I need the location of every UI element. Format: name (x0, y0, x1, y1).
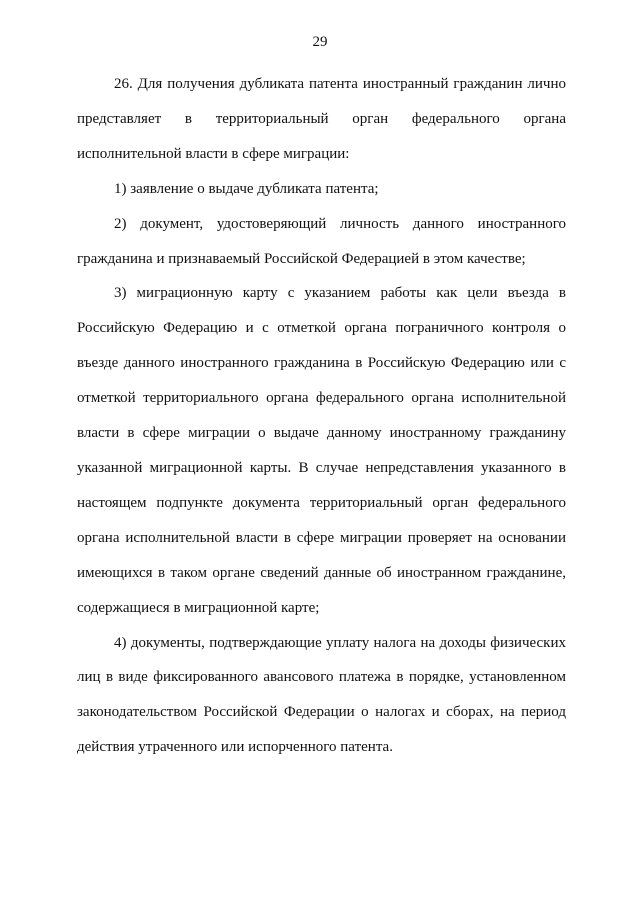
paragraph-item-2: 2) документ, удостоверяющий личность данного иностранного гражданина и признаваемый Российской Федерацией в этом качестве; (77, 215, 566, 267)
document-body (77, 67, 566, 765)
paragraph-item-3: 3) миграционную карту с указанием работы как цели въезда в Российскую Федерацию и с отметкой органа пограничного контроля о въезде данного иностранного гражданина в Российскую Федерацию или с отметкой территориального органа федерального органа исполнительной власти в сфере миграции о выдаче данному иностранному гражданину указанной миграционной карты. В случае непредставления указанного в настоящем подпункте документа территориальный орган федерального органа исполнительной власти в сфере миграции проверяет на основании имеющихся в таком органе сведений данные об иностранном гражданине, содержащиеся в миграционной карте; (77, 285, 566, 616)
paragraph-26-intro: 26. Для получения дубликата патента иностранный гражданин лично представляет в территориальный орган федерального органа исполнительной власти в сфере миграции: (77, 76, 566, 162)
page-number: 29 (312, 34, 328, 50)
paragraph-item-1: 1) заявление о выдаче дубликата патента; (114, 180, 379, 197)
paragraph-item-4: 4) документы, подтверждающие уплату налога на доходы физических лиц в виде фиксированного авансового платежа в порядке, установленном законодательством Российской Федерации о налогах и сборах, на период действия утраченного или испорченного патента. (77, 634, 566, 756)
